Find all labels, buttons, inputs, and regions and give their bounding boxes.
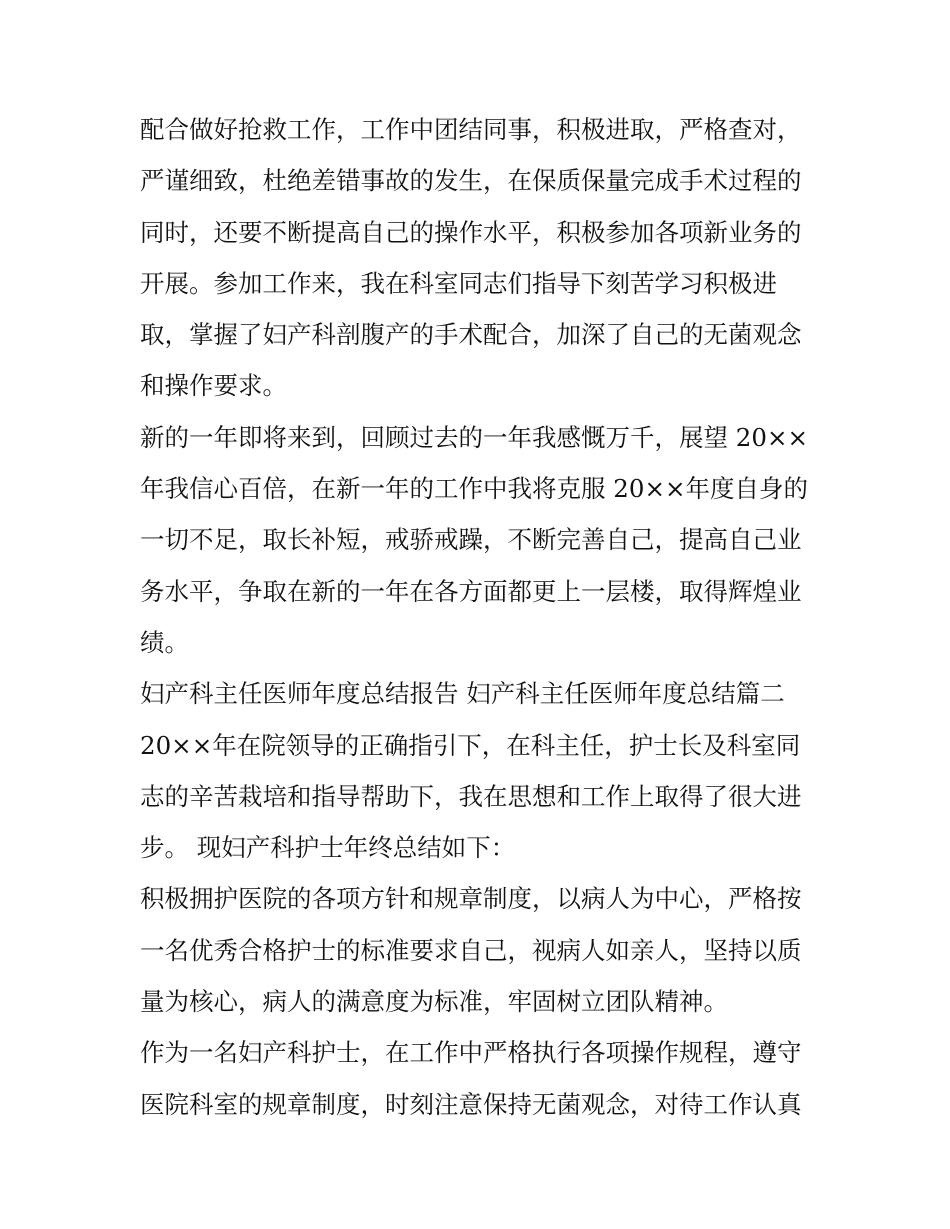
text-line-6: 和操作要求。	[140, 371, 287, 401]
text-line-14: 志的辛苦栽培和指导帮助下，我在思想和工作上取得了很大进	[140, 781, 802, 811]
text-line-16: 积极拥护医院的各项方针和规章制度，以病人为中心，严格按	[140, 884, 802, 914]
text-line-15: 步。 现妇产科护士年终总结如下：	[140, 833, 516, 863]
text-line-8: 年我信心百倍，在新一年的工作中我将克服 20××年度自身的	[140, 474, 809, 504]
text-line-18: 量为核心，病人的满意度为标准，牢固树立团队精神。	[140, 987, 728, 1017]
text-line-5: 取，掌握了妇产科剖腹产的手术配合，加深了自己的无菌观念	[140, 320, 802, 350]
document-body	[140, 104, 820, 1130]
text-line-13: 20××年在院领导的正确指引下，在科主任，护士长及科室同	[140, 730, 801, 760]
text-line-20: 医院科室的规章制度，时刻注意保持无菌观念，对待工作认真	[140, 1089, 802, 1119]
text-line-3: 同时，还要不断提高自己的操作水平，积极参加各项新业务的	[140, 217, 802, 247]
text-line-17: 一名优秀合格护士的标准要求自己，视病人如亲人，坚持以质	[140, 935, 802, 965]
text-line-10: 务水平，争取在新的一年在各方面都更上一层楼，取得辉煌业	[140, 576, 802, 606]
text-line-7: 新的一年即将来到，回顾过去的一年我感慨万千，展望 20××	[140, 422, 809, 452]
text-line-11: 绩。	[140, 627, 189, 657]
text-line-19: 作为一名妇产科护士，在工作中严格执行各项操作规程，遵守	[140, 1038, 802, 1068]
text-line-12: 妇产科主任医师年度总结报告 妇产科主任医师年度总结篇二	[140, 679, 785, 709]
text-line-1: 配合做好抢救工作，工作中团结同事，积极进取，严格查对，	[140, 115, 802, 144]
text-line-4: 开展。参加工作来，我在科室同志们指导下刻苦学习积极进	[140, 268, 777, 298]
text-line-9: 一切不足，取长补短，戒骄戒躁，不断完善自己，提高自己业	[140, 525, 802, 555]
text-line-2: 严谨细致，杜绝差错事故的发生，在保质保量完成手术过程的	[140, 166, 802, 196]
